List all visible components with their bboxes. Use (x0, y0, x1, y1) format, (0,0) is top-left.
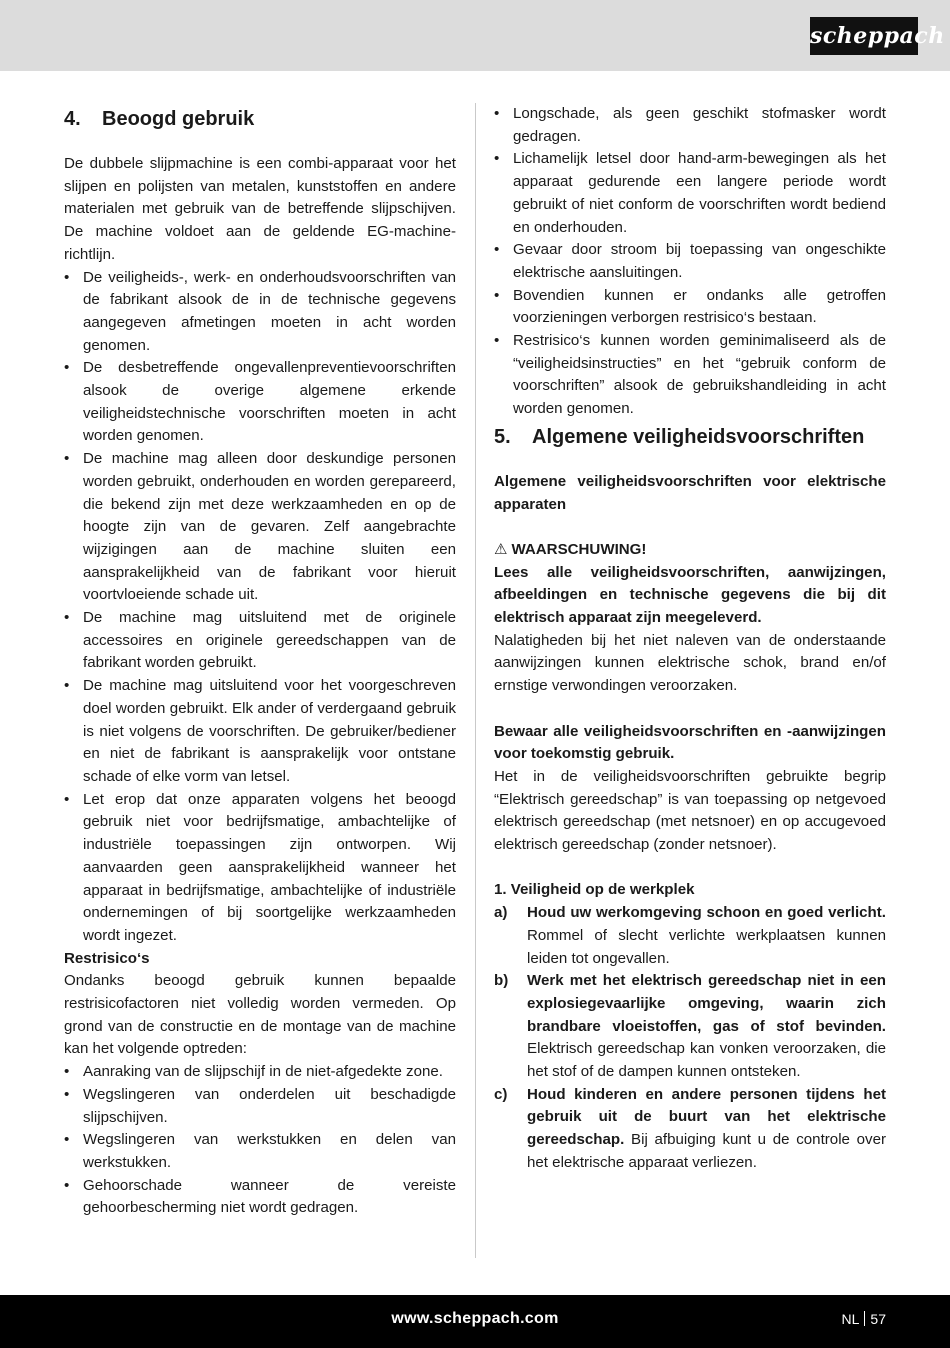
item-bold: Houd kinderen en andere personen tijdens het gebruik uit de buurt van het elektrische gereedschap. (527, 1085, 886, 1149)
heading-title: Algemene veiligheidsvoorschriften (532, 425, 865, 448)
list-item: • De machine mag uitsluitend met de originele accessoires en originele gereedschappen van de fabrikant worden gebruikt. (64, 607, 456, 675)
usage-bullet-list (64, 267, 456, 948)
list-item (494, 970, 886, 1084)
item-bold: Houd uw werkomgeving schoon en goed verlicht. (527, 904, 886, 922)
warning-label-text: WAARSCHUWING! (511, 540, 647, 558)
warning-label (494, 539, 886, 562)
warning-triangle-icon: ⚠ (494, 540, 508, 558)
separator (864, 1311, 865, 1326)
item-text: Elektrisch gereedschap kan vonken veroorzaken, die het stof of de dampen kunnen ontsteken. (527, 1040, 886, 1081)
list-item: • De veiligheids-, werk- en onderhoudsvoorschriften van de fabrikant alsook de in de technische gegevens aangegeven afmetingen moeten in acht worden genomen. (64, 267, 456, 358)
section-heading-4 (64, 103, 456, 135)
item-marker: a) (494, 904, 508, 922)
footer-bar (0, 1295, 950, 1348)
safety-subheading: Algemene veiligheidsvoorschriften voor elektrische apparaten (494, 472, 886, 513)
list-item: • Gevaar door stroom bij toepassing van ongeschikte elektrische aansluitingen. (494, 239, 886, 284)
right-column (494, 103, 886, 1175)
keep-instructions-text: Het in de veiligheidsvoorschriften gebruikte begrip “Elektrisch gereedschap” is van toepassing op netgevoed elektrisch gereedschap (met netsnoer) en op accugevoed elektrisch gereedschap (zonder netsnoer). (494, 767, 886, 854)
item-text: Bij afbuiging kunt u de controle over het elektrische apparaat verliezen. (527, 1131, 886, 1171)
item-marker: b) (494, 972, 509, 990)
list-item: • Lichamelijk letsel door hand-arm-bewegingen als het apparaat gedurende een langere periode wordt gebruikt of niet conform de voorschriften wordt bediend en onderhouden. (494, 148, 886, 239)
list-item: • Wegslingeren van werkstukken en delen van werkstukken. (64, 1129, 456, 1174)
heading-number: 5. (494, 425, 511, 448)
left-column (64, 103, 456, 1220)
list-item: • De machine mag alleen door deskundige personen worden gebruikt, onderhouden en worden gerepareerd, die bekend zijn met deze werkzaamheden en op de hoogte zijn van de gevaren. Zelf aangebrachte wijzigingen aan de machine sluiten een aansprakelijkheid van de fabrikant voor hieruit voortvloeiende schade uit. (64, 448, 456, 607)
item-bold: Werk met het elektrisch gereedschap niet in een explosiegevaarlijke omgeving, waarin zich brandbare vloeistoffen, gas of stof bevinden. (527, 972, 886, 1035)
warning-bold-text: Lees alle veiligheidsvoorschriften, aanwijzingen, afbeeldingen en technische gegevens die bij dit elektrisch apparaat zijn meegeleverd. (494, 563, 886, 627)
list-item: • Bovendien kunnen er ondanks alle getroffen voorzieningen verborgen restrisico‘s bestaan. (494, 285, 886, 330)
column-divider (475, 103, 476, 1258)
restrisico-intro: Ondanks beoogd gebruik kunnen bepaalde restrisicofactoren niet volledig worden vermeden. Op grond van de constructie en de montage van de machine kan het volgende optreden: (64, 972, 456, 1058)
language-code: NL (841, 1311, 860, 1327)
list-item: • Aanraking van de slijpschijf in de niet-afgedekte zone. (64, 1061, 456, 1084)
page-number (842, 1295, 886, 1343)
page-num: 57 (870, 1311, 886, 1327)
list-item: • Let erop dat onze apparaten volgens het beoogd gebruik niet voor bedrijfsmatige, ambachtelijke of industriële toepassingen zijn ontworpen. Wij aanvaarden geen aansprakelijkheid wanneer het apparaat in bedrijfsmatige, ambachtelijke of industriële ondernemingen of bij soortgelijke werkzaamheden wordt ingezet. (64, 789, 456, 948)
restrisico-title: Restrisico‘s (64, 949, 150, 967)
footer-url: www.scheppach.com (391, 1310, 559, 1327)
list-item: • Gehoorschade wanneer de vereiste gehoorbescherming niet wordt gedragen. (64, 1175, 456, 1220)
list-item: • De machine mag uitsluitend voor het voorgeschreven doel worden gebruikt. Elk ander of verdergaand gebruik is niet volgens de voorschriften. De gebruiker/bediener en niet de fabrikant is aansprakelijk voor ontstane schade of elke vorm van letsel. (64, 675, 456, 789)
risk-bullet-list (494, 103, 886, 421)
list-item: • Longschade, als geen geschikt stofmasker wordt gedragen. (494, 103, 886, 148)
section-heading-5 (494, 421, 886, 453)
heading-title: Beoogd gebruik (102, 108, 255, 130)
list-item: • Restrisico‘s kunnen worden geminimaliseerd als de “veiligheidsinstructies” en het “gebruik conform de voorschriften” alsook de gebruikshandleiding in acht worden genomen. (494, 330, 886, 421)
keep-instructions-bold: Bewaar alle veiligheidsvoorschriften en -aanwijzingen voor toekomstig gebruik. (494, 722, 886, 763)
intro-paragraph: De dubbele slijpmachine is een combi-apparaat voor het slijpen en polijsten van metalen, kunststoffen en andere materialen met gebruik van de betreffende slijpschijven. De machine voldoet aan de geldende EG-machine-richtlijn. (64, 155, 456, 263)
item-text: Rommel of slecht verlichte werkplaatsen kunnen leiden tot ongevallen. (527, 926, 886, 967)
workplace-list (494, 902, 886, 1174)
item-marker: c) (494, 1085, 508, 1103)
list-item: • Wegslingeren van onderdelen uit beschadigde slijpschijven. (64, 1084, 456, 1129)
restrisico-bullet-list (64, 1061, 456, 1220)
header-bar (0, 0, 950, 71)
brand-logo: scheppach (810, 17, 918, 55)
warning-text: Nalatigheden bij het niet naleven van de onderstaande aanwijzingen kunnen elektrische schok, brand en/of ernstige verwondingen veroorzaken. (494, 631, 886, 695)
list-item (494, 1084, 886, 1175)
workplace-title: 1. Veiligheid op de werkplek (494, 881, 695, 899)
list-item: • De desbetreffende ongevallenpreventievoorschriften alsook de overige algemene erkende veiligheidstechnische voorschriften moeten in acht worden genomen. (64, 357, 456, 448)
list-item (494, 902, 886, 970)
heading-number: 4. (64, 108, 81, 130)
